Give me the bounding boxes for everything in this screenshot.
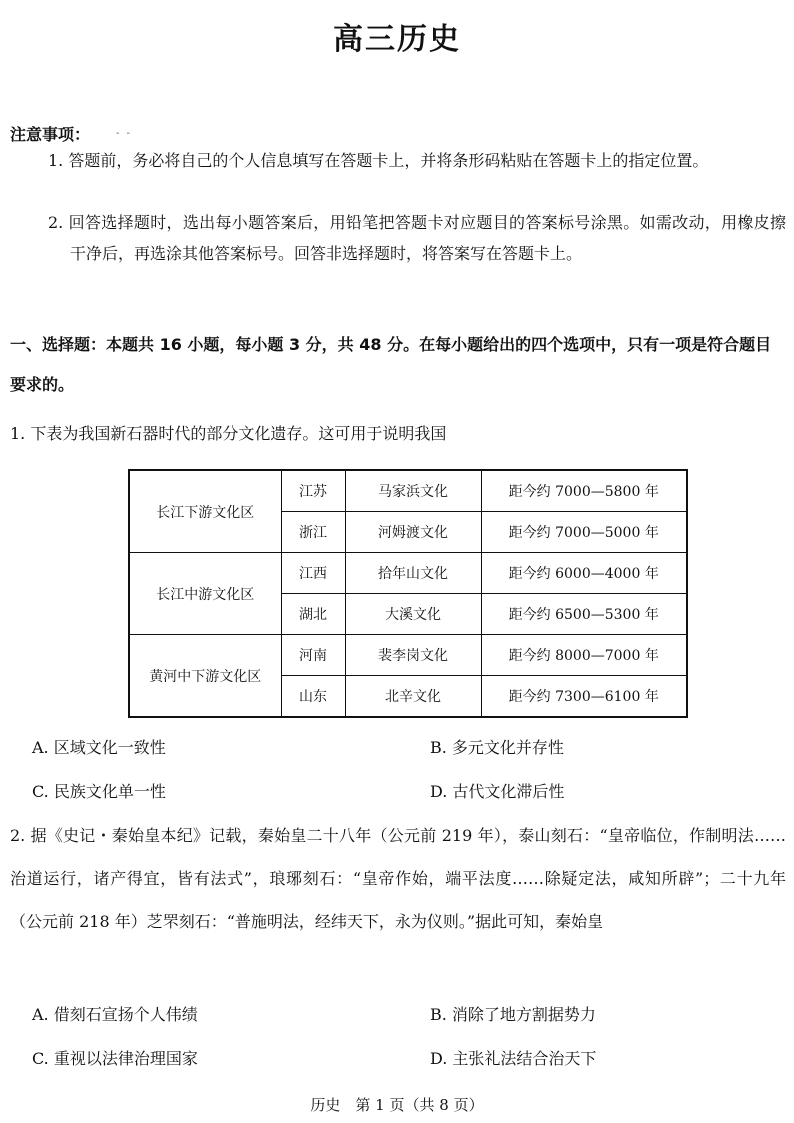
table-row <box>129 635 687 676</box>
culture-cell: 北辛文化 <box>345 676 481 718</box>
notice-item-1-text: 1. 答题前，务必将自己的个人信息填写在答题卡上，并将条形码粘贴在答题卡上的指定位置。 <box>48 151 709 170</box>
q2-option-a: A. 借刻石宣扬个人伟绩 <box>32 1005 198 1024</box>
table-row <box>129 553 687 594</box>
culture-cell: 马家浜文化 <box>345 470 481 512</box>
region-cell: 长江下游文化区 <box>129 470 281 553</box>
question-1-stem: 1. 下表为我国新石器时代的部分文化遗存。这可用于说明我国 <box>10 424 447 443</box>
province-cell: 山东 <box>281 676 345 718</box>
q1-option-a: A. 区域文化一致性 <box>32 738 166 757</box>
province-cell: 湖北 <box>281 594 345 635</box>
culture-cell: 裴李岗文化 <box>345 635 481 676</box>
q1-option-c: C. 民族文化单一性 <box>32 782 166 801</box>
notice-heading: 注意事项： <box>10 125 91 144</box>
culture-cell: 大溪文化 <box>345 594 481 635</box>
notice-item-2-text: 2. 回答选择题时，选出每小题答案后，用铅笔把答题卡对应题目的答案标号涂黑。如需改动，用橡皮擦干净后，再选涂其他答案标号。回答非选择题时，将答案写在答题卡上。 <box>48 213 786 263</box>
date-cell: 距今约 7000—5800 年 <box>481 470 687 512</box>
culture-cell: 河姆渡文化 <box>345 512 481 553</box>
section-heading: 一、选择题：本题共 16 小题，每小题 3 分，共 48 分。在每小题给出的四个选项中，只有一项是符合题目要求的。 <box>10 335 772 394</box>
question-2-stem: 2. 据《史记・秦始皇本纪》记载，秦始皇二十八年（公元前 219 年），泰山刻石：“皇帝临位，作制明法……治道运行，诸产得宜，皆有法式”，琅琊刻石：“皇帝作始，端平法度……除疑定法，咸知所辟”；二十九年（公元前 218 年）芝罘刻石：“普施明法，经纬天下，永为仪则。”据此可知，秦始皇 <box>10 826 786 931</box>
province-cell: 浙江 <box>281 512 345 553</box>
date-cell: 距今约 7000—5000 年 <box>481 512 687 553</box>
q2-option-c: C. 重视以法律治理国家 <box>32 1049 198 1068</box>
page-footer: 历史 第 1 页（共 8 页） <box>310 1096 484 1114</box>
region-cell: 长江中游文化区 <box>129 553 281 635</box>
region-cell: 黄河中下游文化区 <box>129 635 281 718</box>
notice-item-2 <box>48 207 786 269</box>
province-cell: 河南 <box>281 635 345 676</box>
q1-option-b: B. 多元文化并存性 <box>430 738 564 757</box>
date-cell: 距今约 6500—5300 年 <box>481 594 687 635</box>
notice-decoration: - - <box>116 128 132 139</box>
date-cell: 距今约 6000—4000 年 <box>481 553 687 594</box>
notice-item-1 <box>48 145 786 176</box>
culture-table <box>128 469 688 718</box>
table-row <box>129 470 687 512</box>
province-cell: 江苏 <box>281 470 345 512</box>
culture-cell: 拾年山文化 <box>345 553 481 594</box>
date-cell: 距今约 7300—6100 年 <box>481 676 687 718</box>
q2-option-d: D. 主张礼法结合治天下 <box>430 1049 597 1068</box>
page-title: 高三历史 <box>333 22 461 57</box>
province-cell: 江西 <box>281 553 345 594</box>
q2-option-b: B. 消除了地方割据势力 <box>430 1005 596 1024</box>
date-cell: 距今约 8000—7000 年 <box>481 635 687 676</box>
q1-option-d: D. 古代文化滞后性 <box>430 782 565 801</box>
